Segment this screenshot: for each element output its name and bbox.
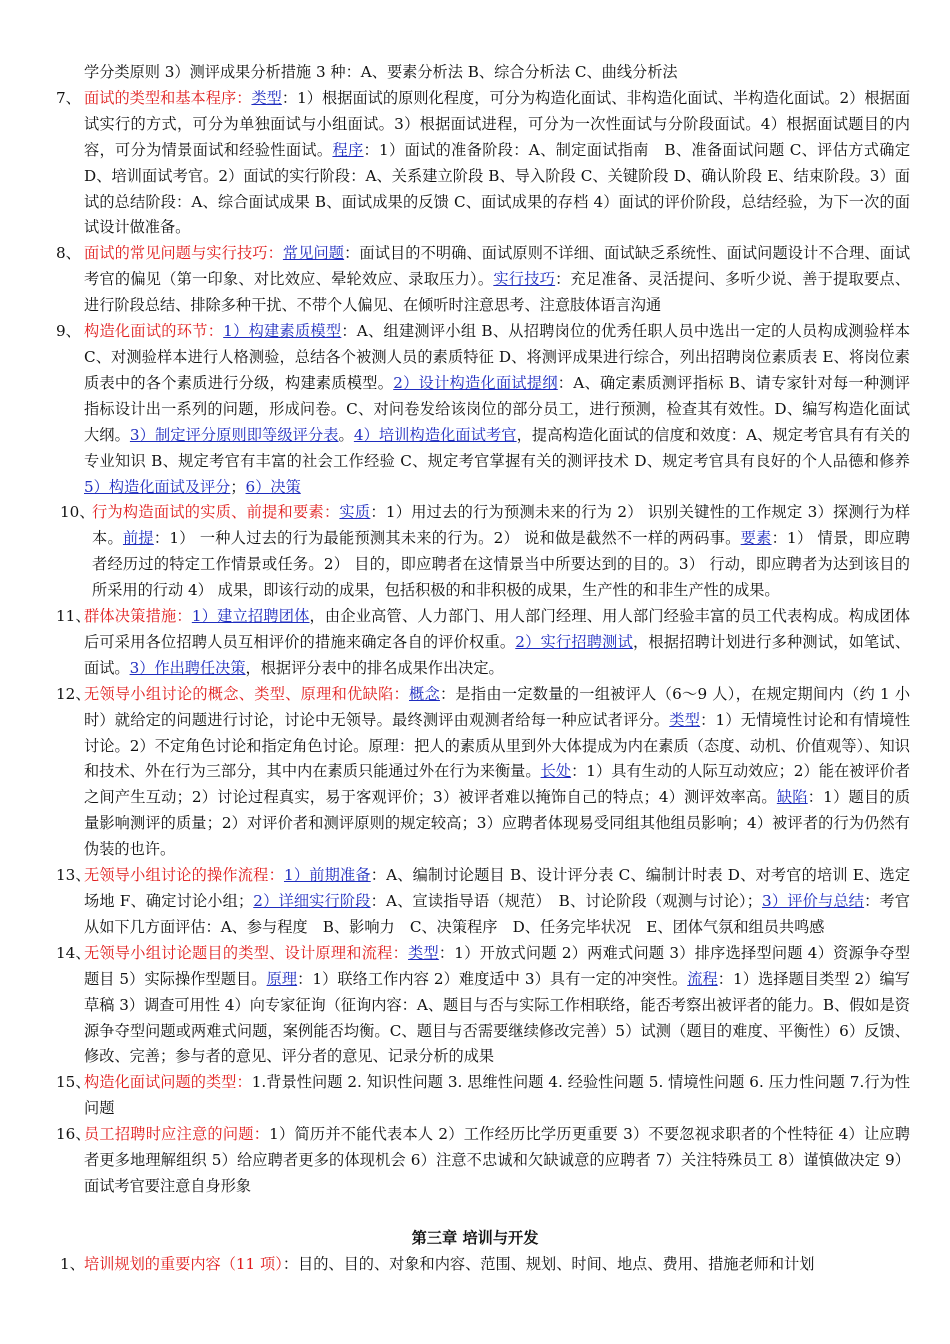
item-heading: 员工招聘时应注意的问题： bbox=[84, 1125, 270, 1144]
item-number: 15、 bbox=[56, 1073, 91, 1092]
item-heading: ： bbox=[268, 866, 284, 885]
item-body bbox=[84, 241, 910, 319]
sub-heading-link[interactable]: 2）实行招聘测试 bbox=[515, 632, 633, 651]
item-number: 13、 bbox=[56, 866, 91, 885]
sub-heading-link[interactable]: 实行技巧 bbox=[493, 270, 556, 289]
item-text: ，根据招聘计划进行多种测试，如笔试、面试。 bbox=[84, 632, 911, 677]
sub-heading-link[interactable]: 1）建立招聘团体 bbox=[191, 607, 310, 626]
item-number: 7、 bbox=[56, 88, 81, 107]
item-text: ：A、组建测评小组 B、从招聘岗位的优秀任职人员中选出一定的人员构成测验样本 C、对测验样本进行人格测验，总结各个被测人员的素质特征 D、将测评成果进行综合，列出招聘岗位素质表 E、将岗位素质表中的各个素质进行分级，构建素质模型。 bbox=[84, 322, 911, 392]
sub-heading-link[interactable]: 1）前期准备 bbox=[283, 866, 371, 885]
sub-heading-link[interactable]: 原理 bbox=[266, 969, 298, 988]
item-heading: ： bbox=[236, 1073, 252, 1092]
item-text: ：1）题目的质量影响测评的质量；2）对评价者和测评原则的规定较高；3）应聘者体现易受同组其他组员影响；4）被评者的行为仍然有伪装的也许。 bbox=[84, 788, 911, 859]
item-body bbox=[84, 863, 910, 941]
list-item bbox=[56, 604, 950, 682]
sub-heading-link[interactable]: 4）培训构造化面试考官 bbox=[353, 425, 517, 444]
item-heading: 面试的类型和基本程序 bbox=[84, 88, 237, 107]
item-text: ：1）选择题目类型 2）编写草稿 3）调查可用性 4）向专家征询（征询内容：A、题目与否与实际工作相联络，能否考察出被评者的能力。B、假如是资源争夺型问题或两难式问题，案例能否均衡。C、题目与否需要继续修改完善）5）试测（题目的难度、平衡性）6）反馈、修改、完善；参与者的意见、评分者的意见、记录分析的成果 bbox=[84, 969, 910, 1066]
sub-heading-link[interactable]: 概念 bbox=[409, 684, 440, 703]
list-item bbox=[60, 500, 950, 604]
item-text: ：A、编制讨论题目 B、设计评分表 C、编制计时表 D、对考官的培训 E、选定场地 F、确定讨论小组； bbox=[84, 866, 911, 910]
item-number: 10、 bbox=[60, 503, 95, 522]
item-heading: 构造化面试的环节 bbox=[84, 322, 208, 341]
item-heading: ： bbox=[393, 684, 409, 703]
list-item bbox=[56, 682, 950, 863]
item-heading: ： bbox=[176, 607, 192, 626]
item-number: 8、 bbox=[56, 244, 81, 263]
item-heading: 行为构造面试的实质、前提和要素 bbox=[92, 503, 324, 522]
item-text: ：A、宣读指导语（规范） B、讨论阶段（观测与讨论）； bbox=[370, 892, 762, 910]
sub-heading-link[interactable]: 实质 bbox=[339, 503, 371, 522]
item-text: ：1） 一种人过去的行为最能预测其未来的行为。2） 说和做是截然不一样的两码事。 bbox=[153, 529, 741, 548]
item-heading: ： bbox=[236, 88, 252, 107]
item-body bbox=[84, 604, 910, 682]
item-body bbox=[84, 682, 910, 863]
item-heading: 无领导小组讨论的概念、类型、原理和优缺陷 bbox=[84, 684, 394, 703]
list-item bbox=[56, 1122, 950, 1200]
item-text: ：1）无情境性讨论和有情境性讨论。2）不定角色讨论和指定角色讨论。原理：把人的素质从里到外大体提成为内在素质（态度、动机、价值观等）、知识和技术、外在行为三部分，其中内在素质只能通过外在行为来衡量。 bbox=[84, 710, 911, 781]
item-text: ：1）联络工作内容 2）难度适中 3）具有一定的冲突性。 bbox=[297, 969, 688, 988]
list-item bbox=[56, 941, 950, 1071]
item-text: ：1）开放式问题 2）两难式问题 3）排序选择型问题 4）资源争夺型题目 5）实际操作型题目。 bbox=[84, 943, 911, 988]
item-heading: ： bbox=[392, 943, 409, 962]
sub-heading-link[interactable]: 2）详细实行阶段 bbox=[253, 892, 371, 910]
list-item bbox=[56, 863, 950, 941]
item-text: ； bbox=[230, 477, 246, 496]
item-heading: 无领导小组讨论题目的类型、设计原理和流程 bbox=[84, 943, 393, 962]
item-body bbox=[84, 86, 910, 241]
sub-heading-link[interactable]: 1）构建素质模型 bbox=[223, 322, 342, 341]
sub-heading-link[interactable]: 常见问题 bbox=[282, 244, 345, 263]
item-heading: ： bbox=[323, 503, 340, 522]
sub-heading-link[interactable]: 要素 bbox=[740, 529, 772, 548]
item-text: ，提高构造化面试的信度和效度：A、规定考官具有有关的专业知识 B、规定考官有丰富的社会工作经验 C、规定考官掌握有关的测评技术 D、规定考官具有良好的个人品德和修养 bbox=[84, 425, 911, 470]
item-heading: ： bbox=[207, 322, 224, 341]
sub-heading-link[interactable]: 长处 bbox=[540, 762, 572, 781]
item-number: 11、 bbox=[56, 607, 91, 626]
list-item bbox=[60, 1252, 950, 1278]
item-text: ：充足准备、灵活提问、多听少说、善于提取要点、进行阶段总结、排除多种干扰、不带个人偏见、在倾听时注意思考、注意肢体语言沟通 bbox=[84, 270, 911, 315]
item-text: ：面试目的不明确、面试原则不详细、面试缺乏系统性、面试问题设计不合理、面试考官的偏见（第一印象、对比效应、晕轮效应、录取压力）。 bbox=[84, 244, 911, 289]
sub-heading-link[interactable]: 流程 bbox=[687, 969, 718, 988]
list-item bbox=[56, 319, 950, 500]
item-body bbox=[84, 941, 910, 1071]
item-text: ：1）具有生动的人际互动效应；2）能在被评价者之间产生互动；2）讨论过程真实，易于客观评价；3）被评者难以掩饰自己的特点；4）测评效率高。 bbox=[84, 762, 911, 807]
item-heading: 面试的常见问题与实行技巧 bbox=[84, 244, 268, 263]
item-heading: 群体决策措施 bbox=[84, 607, 177, 626]
sub-heading-link[interactable]: 前提 bbox=[122, 529, 154, 548]
sub-heading-link[interactable]: 3）制定评分原则即等级评分表 bbox=[129, 425, 339, 444]
item-text: 1）简历并不能代表本人 2）工作经历比学历更重要 3）不要忽视求职者的个性特征 4）让应聘者更多地理解组织 5）给应聘者更多的体现机会 6）注意不忠诚和欠缺诚意的应聘者 7）关注特殊员工 8）谨慎做决定 9）面试考官要注意自身形象 bbox=[84, 1125, 910, 1195]
item-heading: 无领导小组讨论的操作流程 bbox=[84, 866, 269, 885]
item-body bbox=[84, 1122, 910, 1200]
item-number: 14、 bbox=[56, 943, 91, 962]
item-number: 9、 bbox=[56, 322, 81, 341]
item-number: 12、 bbox=[56, 684, 91, 703]
item-number: 16、 bbox=[56, 1125, 91, 1144]
item-text: ：1）根据面试的原则化程度，可分为构造化面试、非构造化面试、半构造化面试。2）根据面试实行的方式，可分为单独面试与小组面试。3）根据面试进程，可分为一次性面试与分阶段面试。4）根据面试题目的内容，可分为情景面试和经验性面试。 bbox=[84, 88, 911, 159]
chapter-heading: 第三章 培训与开发 bbox=[411, 1228, 539, 1247]
sub-heading-link[interactable]: 类型 bbox=[251, 88, 282, 107]
item-heading: 构造化面试问题的类型 bbox=[84, 1073, 237, 1092]
sub-heading-link[interactable]: 缺陷 bbox=[776, 788, 808, 807]
list-item bbox=[56, 86, 950, 241]
item-number: 1、 bbox=[60, 1254, 85, 1273]
sub-heading-link[interactable]: 类型 bbox=[408, 943, 439, 962]
item-text: ：是指由一定数量的一组被评人（6～9 人），在规定期间内（约 1 小时）就给定的问题进行讨论，讨论中无领导。最终测评由观测者给每一种应试者评分。 bbox=[84, 684, 911, 729]
item-body bbox=[84, 1070, 910, 1122]
sub-heading-link[interactable]: 6）决策 bbox=[245, 477, 301, 496]
item-body bbox=[84, 319, 910, 500]
item-text: ：1）面试的准备阶段：A、制定面试指南 B、准备面试问题 C、评估方式确定 D、培训面试考官。2）面试的实行阶段：A、关系建立阶段 B、导入阶段 C、关键阶段 D、确认阶段 E、结束阶段。3）面试的总结阶段：A、综合面试成果 B、面试成果的反馈 C、面试成果的存档 4）面试的评价阶段，总结经验，为下一次的面试设计做准备。 bbox=[84, 140, 911, 237]
item-heading: ： bbox=[267, 244, 283, 263]
document-page bbox=[0, 60, 950, 1278]
item-body bbox=[84, 1252, 910, 1278]
chapter-numbered-list bbox=[0, 1252, 950, 1278]
sub-heading-link[interactable]: 3）作出聘任决策 bbox=[129, 658, 246, 677]
sub-heading-link[interactable]: 程序 bbox=[332, 140, 364, 159]
numbered-list bbox=[0, 86, 950, 1200]
item-text: ，由企业高管、人力部门、用人部门经理、用人部门经验丰富的员工代表构成。构成团体后可采用各位招聘人员互相评价的措施来确定各自的评价权重。 bbox=[84, 607, 911, 651]
item-heading: 培训规划的重要内容（11 项） bbox=[84, 1254, 283, 1273]
lead-paragraph: 学分类原则 3）测评成果分析措施 3 种：A、要素分析法 B、综合分析法 C、曲线分析法 bbox=[84, 63, 678, 81]
sub-heading-link[interactable]: 2）设计构造化面试提纲 bbox=[393, 373, 558, 392]
item-text: 1.背景性问题 2. 知识性问题 3. 思维性问题 4. 经验性问题 5. 情境性问题 6. 压力性问题 7.行为性问题 bbox=[84, 1073, 911, 1118]
sub-heading-link[interactable]: 类型 bbox=[669, 710, 701, 729]
item-text: ：考官从如下几方面评估：A、参与程度 B、影响力 C、决策程序 D、任务完毕状况 E、团体气氛和组员共鸣感 bbox=[84, 892, 910, 936]
sub-heading-link[interactable]: 3）评价与总结 bbox=[762, 892, 865, 910]
item-text: ：A、确定素质测评指标 B、请专家针对每一种测评指标设计出一系列的问题，形成问卷。C、对问卷发给该岗位的部分员工，进行预测，检查其有效性。D、编写构造化面试大纲。 bbox=[84, 373, 910, 444]
item-text: ：目的、目的、对象和内容、范围、规划、时间、地点、费用、措施老师和计划 bbox=[282, 1254, 815, 1273]
sub-heading-link[interactable]: 5）构造化面试及评分 bbox=[84, 477, 231, 496]
list-item bbox=[56, 1070, 950, 1122]
item-body bbox=[92, 500, 910, 604]
item-text: ：1） 情景，即应聘者经历过的特定工作情景或任务。2） 目的，即应聘者在这情景当中所要达到的目的。3） 行动，即应聘者为达到该目的所采用的行动 4） 成果，即该行动的成果，包括积极的和非积极的成果，生产性的和非生产性的成果。 bbox=[92, 529, 911, 600]
item-text: ，根据评分表中的排名成果作出决定。 bbox=[245, 658, 504, 677]
item-text: 。 bbox=[338, 425, 354, 444]
list-item bbox=[56, 241, 950, 319]
item-text: ：1）用过去的行为预测未来的行为 2） 识别关键性的工作规定 3）探测行为样本。 bbox=[92, 503, 911, 548]
